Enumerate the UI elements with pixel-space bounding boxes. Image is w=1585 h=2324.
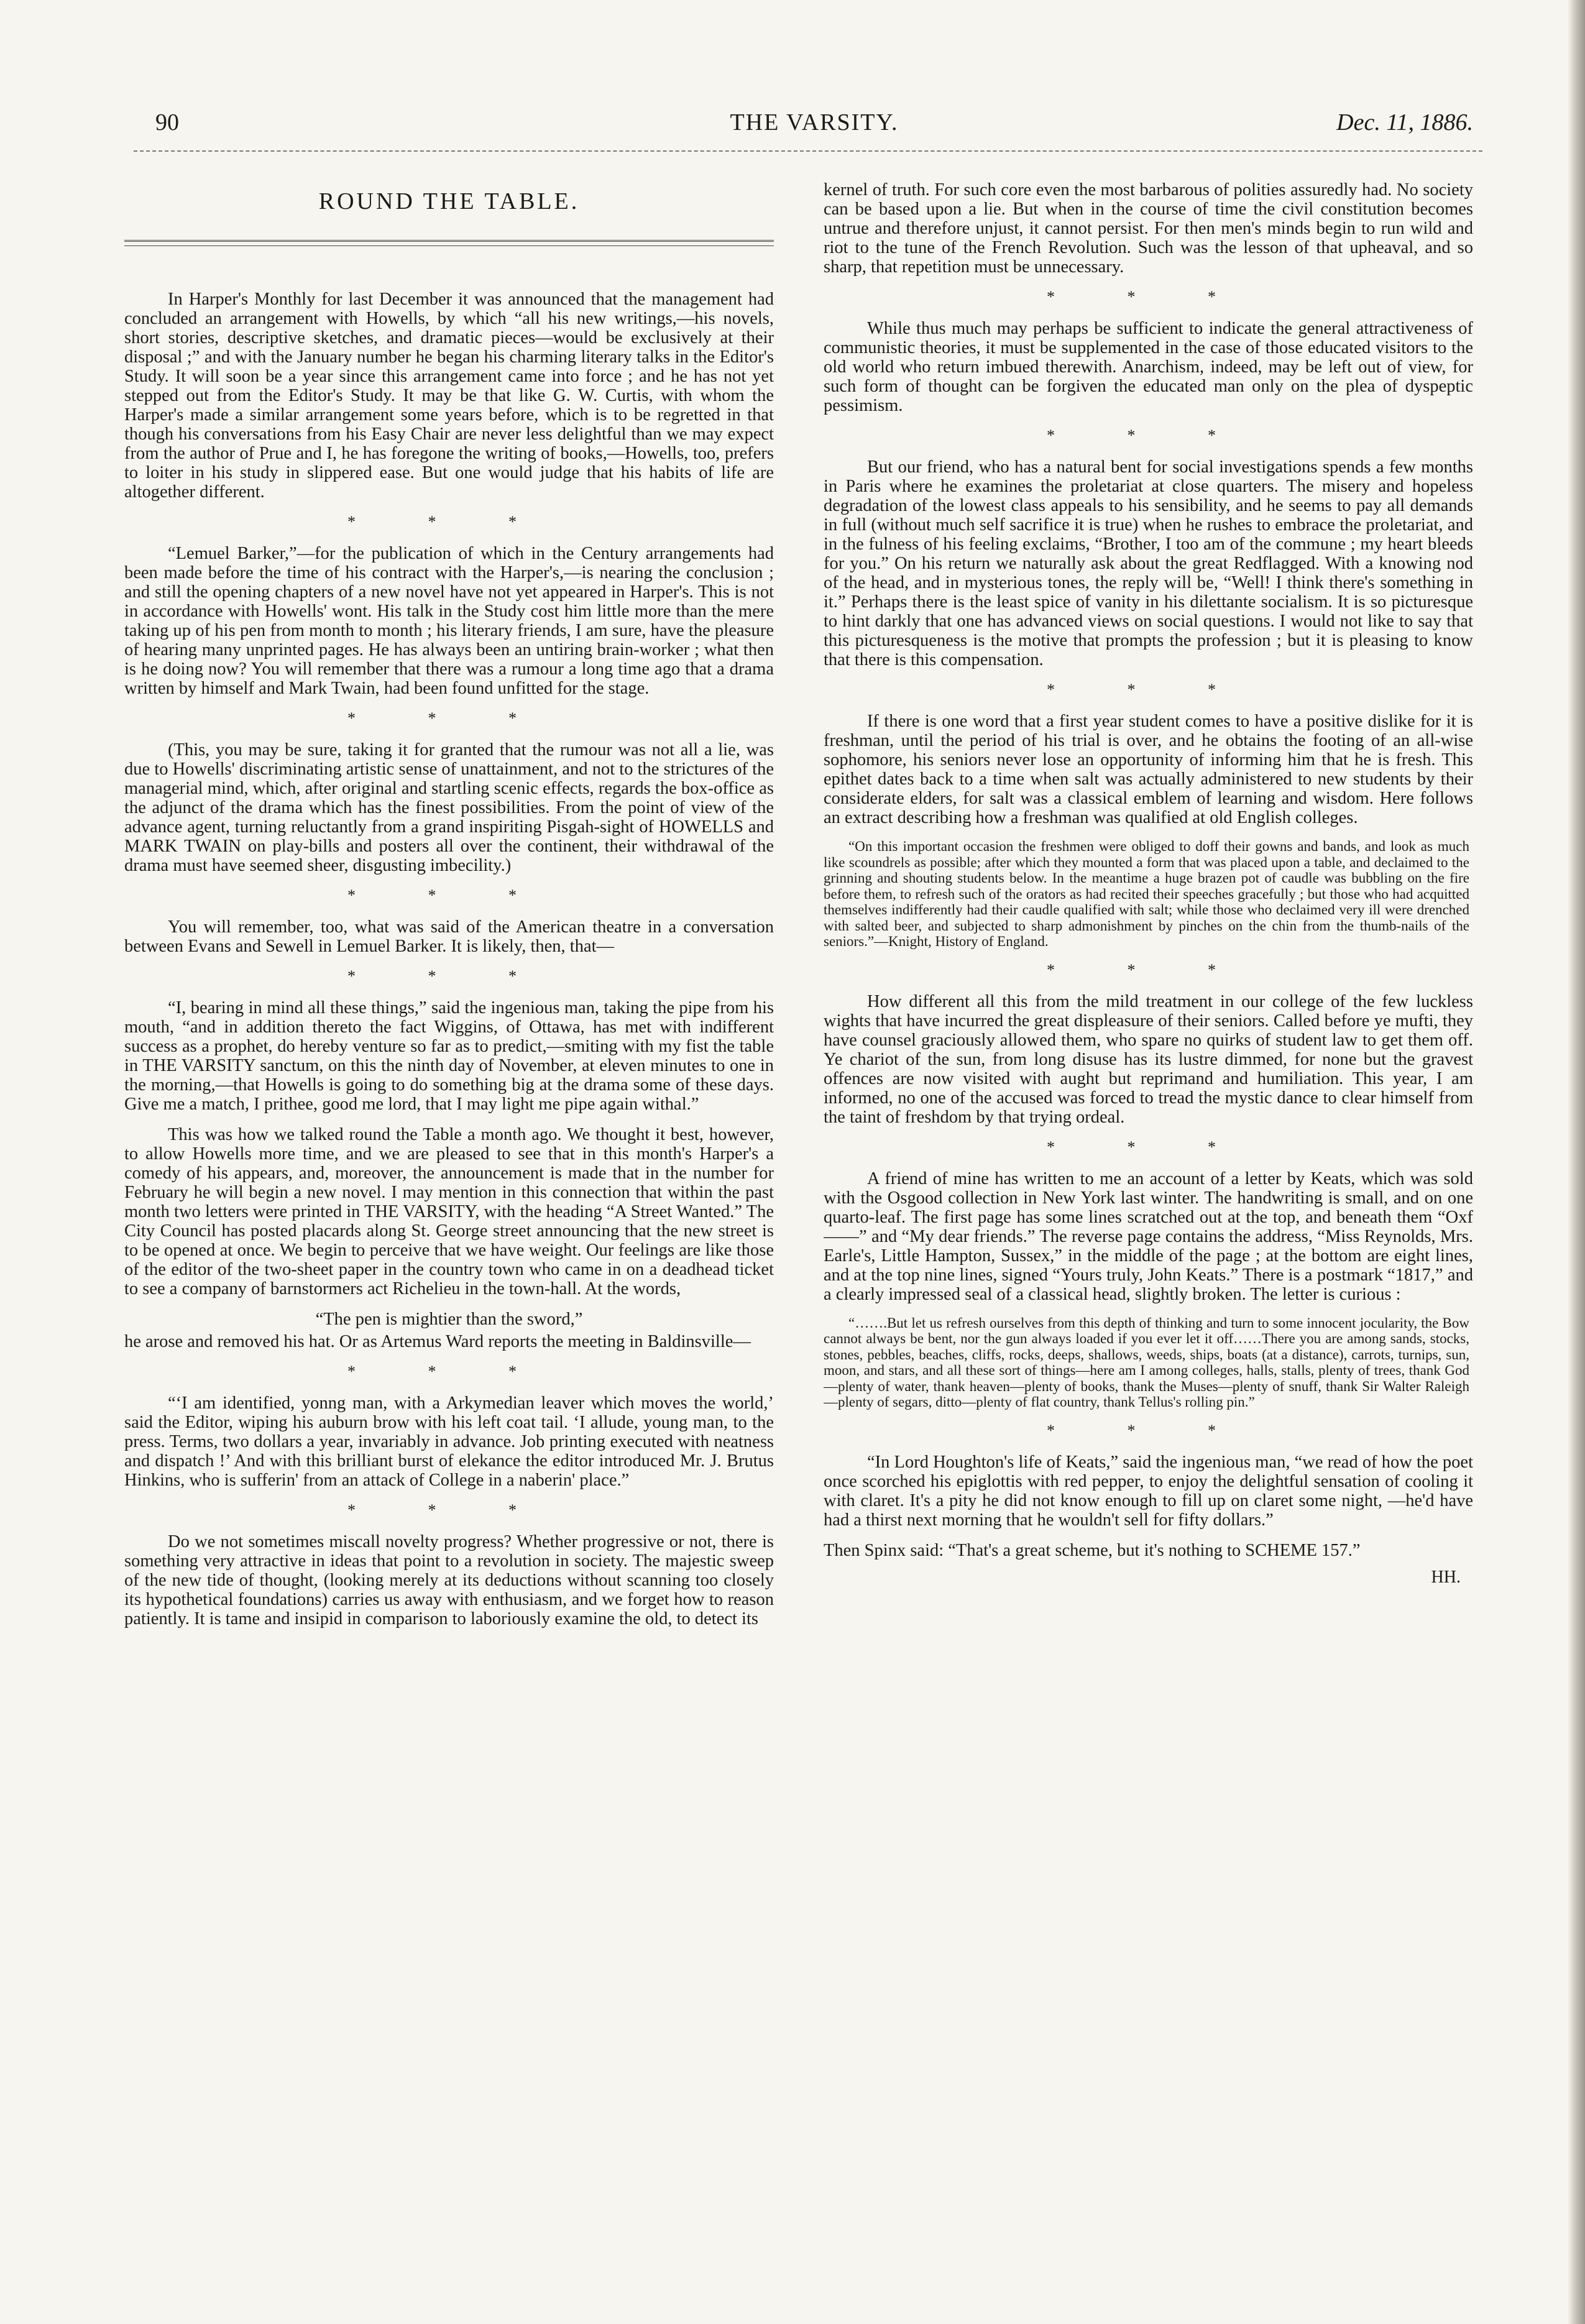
paragraph: Then Spinx said: “That's a great scheme, but it's nothing to SCHEME 157.” [824,1540,1361,1560]
page-number: 90 [155,109,179,135]
section-title: ROUND THE TABLE. [318,188,580,214]
title-rule [124,240,774,246]
header-rule [134,150,1482,152]
paragraph: How different all this from the mild treatment in our college of the few luckless wights that have incurred the great displeasure of their seniors. Called before ye mufti, they have counsel graciously allowed them, who spare no quirks of student law to get them off. Ye chariot of the sun, from long disuse has its lustre dimmed, for none but the gravest offences are now visited with aught but reprimand and humiliation. This year, I am informed, no one of the accused was forced to tread the mystic dance to clear himself from the taint of freshdom by that trying ordeal. [824,991,1473,1127]
issue-date: Dec. 11, 1886. [1336,109,1473,135]
section-break: * * * [1047,1421,1250,1440]
paragraph: But our friend, who has a natural bent for social investigations spends a few months in Paris where he examines the proletariat at close quarters. The misery and hopeless degradation of the lowest class appeals to his sensibility, and he seems to pay all demands in full (without much self sacrifice it is true) when he rushes to embrace the proletariat, and in the fulness of his feeling exclaims, “Brother, I too am of the commune ; my heart bleeds for you.” On his return we naturally ask about the great Redflagged. With a knowing nod of the head, and in mysterious tones, the reply will be, “Well! I think there's something in it.” Perhaps there is the least spice of vanity in his dilettante socialism. It is so picturesque to hint darkly that one has advanced views on social questions. I would not like to say that this picturesqueness is the motive that prompts the profession ; but it is pleasing to know that there is this compensation. [824,457,1473,669]
masthead: THE VARSITY. [730,109,899,135]
section-break: * * * [347,967,551,985]
page-edge-shadow [1568,0,1585,2324]
paragraph: “I, bearing in mind all these things,” said the ingenious man, taking the pipe from his mouth, “and in addition thereto the fact Wiggins, of Ottawa, has met with indifferent success as a prophet, do hereby venture so far as to predict,—smiting with my fist the table in THE VARSITY sanctum, on this the ninth day of November, at eleven minutes to one in the morning,—that Howells is going to do something big at the drama some of these days. Give me a match, I prithee, good me lord, that I may light me pipe again withal.” [124,998,774,1114]
section-break: * * * [347,513,551,531]
paragraph: If there is one word that a first year student comes to have a positive dislike for it is freshman, until the period of his trial is over, and he obtains the footing of an all-wise sophomore, his seniors never lose an opportunity of informing him that he is fresh. This epithet dates back to a time when salt was actually administered to new students by their considerate elders, for salt was a classical emblem of learning and wisdom. Here follows an extract describing how a freshman was qualified at old English colleges. [824,712,1473,827]
paragraph: (This, you may be sure, taking it for granted that the rumour was not all a lie, was due to Howells' discriminating artistic sense of unattainment, and not to the strictures of the managerial mind, which, after original and startling scenic effects, regards the box-office as the adjunct of the drama which has the finest possibilities. From the point of view of the advance agent, turning reluctantly from a grand inspiriting Pisgah-sight of HOWELLS and MARK TWAIN on play-bills and posters all over the continent, their withdrawal of the drama must have seemed sheer, disgusting imbecility.) [124,740,774,875]
verse-line: “The pen is mightier than the sword,” [315,1310,583,1329]
paragraph: “‘I am identified, yonng man, with a Arkymedian leaver which moves the world,’ said the Editor, wiping his auburn brow with his left coat tail. ‘I allude, young man, to the press. Terms, two dollars a year, invariably in advance. Job printing executed with neatness and dispatch !’ And with this brilliant burst of elekance the editor introduced Mr. J. Brutus Hinkins, who is sufferin' from an attack of College in a naberin' place.” [124,1394,774,1490]
section-break: * * * [1047,960,1250,979]
paragraph: “In Lord Houghton's life of Keats,” said the ingenious man, “we read of how the poet once scorched his epiglottis with red pepper, to enjoy the delightful sensation of cooling it with claret. It's a pity he did not know enough to fill up on claret some night, —he'd have had a thirst next morning that he wouldn't sell for fifty dollars.” [824,1452,1473,1530]
author-signature: HH. [1431,1567,1461,1587]
paragraph: he arose and removed his hat. Or as Artemus Ward reports the meeting in Baldinsville— [124,1332,751,1351]
section-break: * * * [1047,288,1250,306]
block-quote: “On this important occasion the freshmen were obliged to doff their gowns and bands, and look as much like scoundrels as possible; after which they mounted a form that was placed upon a table, and declaimed to the grinning and shouting students below. In the meantime a huge brazen pot of caudle was bubbling on the fire before them, to refresh such of the orators as had recited their speeches gracefully ; but those who had acquitted themselves indifferently had their caudle qualified with salt; while those who declaimed very ill were drenched with salted beer, and subjected to sharp admonishment by pinches on the chin from the thumb-nails of the seniors.”—Knight, History of England. [824,838,1469,949]
paragraph: While thus much may perhaps be sufficient to indicate the general attractiveness of communistic theories, it must be supplemented in the case of those educated visitors to the old world who return imbued therewith. Anarchism, indeed, may be left out of view, for such form of thought can be forgiven the educated man only on the plea of dyspeptic pessimism. [824,319,1473,415]
right-column [824,180,1473,2231]
paragraph: kernel of truth. For such core even the most barbarous of polities assuredly had. No society can be based upon a lie. But when in the course of time the civil constitution becomes untrue and therefore unjust, it cannot persist. For then men's minds begin to run wild and riot to the tune of the French Revolution. Such was the lesson of that upheaval, and so sharp, that repetition must be unnecessary. [824,180,1473,277]
section-break: * * * [347,709,551,727]
left-column [124,180,774,2231]
section-break: * * * [347,1501,551,1519]
paragraph: A friend of mine has written to me an account of a letter by Keats, which was sold with the Osgood collection in New York last winter. The handwriting is small, and on one quarto-leaf. The first page has some lines scratched out at the top, and beneath them “Oxf——” and “My dear friends.” The reverse page contains the address, “Miss Reynolds, Mrs. Earle's, Little Hampton, Sussex,” in the middle of the page ; at the bottom are eight lines, and at the top nine lines, signed “Yours truly, John Keats.” There is a postmark “1817,” and a clearly impressed seal of a classical head, slightly broken. The letter is curious : [824,1169,1473,1304]
paragraph: Do we not sometimes miscall novelty progress? Whether progressive or not, there is something very attractive in ideas that point to a revolution in society. The majestic sweep of the new tide of thought, (looking merely at its deductions without scanning too closely its hypothetical foundations) carries us away with enthusiasm, and we forget how to reason patiently. It is tame and insipid in comparison to laboriously examine the old, to detect its [124,1532,774,1628]
section-break: * * * [1047,681,1250,699]
paragraph: In Harper's Monthly for last December it was announced that the management had concluded an arrangement with Howells, by which “all his new writings,—his novels, short stories, descriptive sketches, and dramatic pieces—would be exclusively at their disposal ;” and with the January number he began his charming literary talks in the Editor's Study. It will soon be a year since this arrangement came into force ; and he has not yet stepped out from the Editor's Study. It may be that like G. W. Curtis, with whom the Harper's made a similar arrangement some years before, which is to be regretted in that though his conversations from his Easy Chair are never less delightful than we may expect from the author of Prue and I, he has foregone the writing of books,—Howells, too, prefers to loiter in his study in slippered ease. But one would judge that his habits of life are altogether different. [124,290,774,502]
paragraph: This was how we talked round the Table a month ago. We thought it best, however, to allow Howells more time, and we are pleased to see that in this month's Harper's a comedy of his appears, and, moreover, the announcement is made that in the number for February he will begin a new novel. I may mention in this connection that within the past month two letters were printed in THE VARSITY, with the heading “A Street Wanted.” The City Council has posted placards along St. George street announcing that the new street is to be opened at once. We begin to perceive that we have weight. Our feelings are like those of the editor of the two-sheet paper in the country town who came in on a deadhead ticket to see a company of barnstormers act Richelieu in the town-hall. At the words, [124,1125,774,1298]
paragraph: “Lemuel Barker,”—for the publication of which in the Century arrangements had been made before the time of his contract with the Harper's,—is nearing the conclusion ; and still the opening chapters of a new novel have not yet appeared in Harper's. This is not in accordance with Howells' wont. His talk in the Study cost him little more than the mere taking up of his pen from month to month ; his literary friends, I am sure, have the pleasure of hearing many unprinted pages. He has always been an untiring brain-worker ; what then is he doing now? You will remember that there was a rumour a long time ago that a drama written by himself and Mark Twain, had been found unfitted for the stage. [124,544,774,698]
section-break: * * * [1047,426,1250,444]
section-break: * * * [347,886,551,904]
section-break: * * * [1047,1137,1250,1156]
section-break: * * * [347,1362,551,1380]
paragraph: You will remember, too, what was said of the American theatre in a conversation between Evans and Sewell in Lemuel Barker. It is likely, then, that— [124,917,774,956]
block-quote: “…….But let us refresh ourselves from this depth of thinking and turn to some innocent jocularity, the Bow cannot always be bent, nor the gun always loaded if you ever let it off……There you are among sands, stocks, stones, pebbles, beaches, cliffs, rocks, deeps, shallows, weeds, ships, boats (at a distance), carrots, turnips, sun, moon, and stars, and all these sort of things—here am I among colleges, halls, stalls, plenty of trees, thank God—plenty of water, thank heaven—plenty of books, thank the Muses—plenty of snuff, thank Sir Walter Raleigh—plenty of segars, ditto—plenty of flat country, thank Tellus's rolling pin.” [824,1315,1469,1410]
page-header [155,109,1473,152]
